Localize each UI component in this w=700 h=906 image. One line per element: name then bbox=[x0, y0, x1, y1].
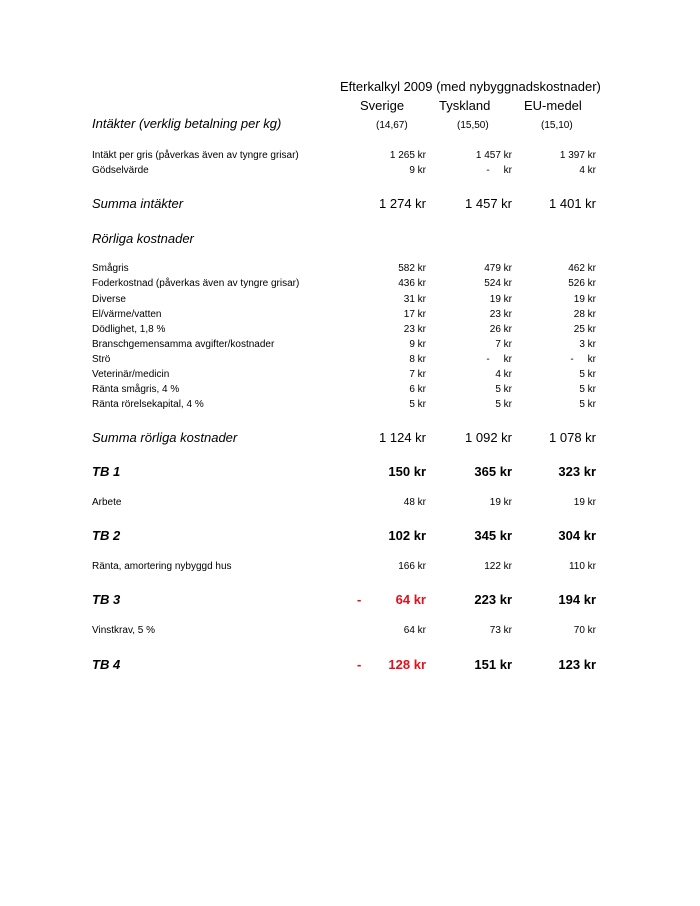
row-value: 7 kr bbox=[495, 339, 512, 350]
tb-value-negative: 128 kr bbox=[388, 657, 426, 672]
sum-value: 1 078 kr bbox=[549, 430, 596, 445]
row-value: 526 kr bbox=[568, 278, 596, 289]
tb-value: 223 kr bbox=[474, 592, 512, 607]
row-value: 7 kr bbox=[409, 369, 426, 380]
row-label: Vinstkrav, 5 % bbox=[92, 625, 155, 636]
row-value: 4 kr bbox=[579, 165, 596, 176]
sum-value: 1 401 kr bbox=[549, 196, 596, 211]
row-value: 582 kr bbox=[398, 263, 426, 274]
revenue-sum-label: Summa intäkter bbox=[92, 196, 184, 211]
row-label: Strö bbox=[92, 354, 111, 365]
row-value-empty: - kr bbox=[486, 354, 512, 365]
tb4-label: TB 4 bbox=[92, 657, 121, 672]
tb-value: 150 kr bbox=[388, 464, 426, 479]
row-value: 5 kr bbox=[579, 399, 596, 410]
row-value: 23 kr bbox=[489, 309, 512, 320]
row-value: 25 kr bbox=[573, 324, 596, 335]
tb1-label: TB 1 bbox=[92, 464, 121, 479]
row-value: 436 kr bbox=[398, 278, 426, 289]
row-value: 4 kr bbox=[495, 369, 512, 380]
row-value: 48 kr bbox=[403, 497, 426, 508]
row-value-empty: - kr bbox=[570, 354, 596, 365]
row-value: 462 kr bbox=[568, 263, 596, 274]
sum-value: 1 274 kr bbox=[379, 196, 426, 211]
row-value: 9 kr bbox=[409, 165, 426, 176]
row-value: 23 kr bbox=[403, 324, 426, 335]
column-header-eu-medel: EU-medel bbox=[524, 98, 582, 113]
row-value: 1 397 kr bbox=[559, 150, 596, 161]
negative-sign: - bbox=[357, 657, 362, 672]
report-title: Efterkalkyl 2009 (med nybyggnadskostnader) bbox=[340, 79, 601, 94]
price-tyskland: (15,50) bbox=[457, 120, 489, 131]
tb-value: 345 kr bbox=[474, 528, 512, 543]
row-value: 5 kr bbox=[495, 384, 512, 395]
row-value: 5 kr bbox=[409, 399, 426, 410]
variable-costs-heading: Rörliga kostnader bbox=[92, 231, 194, 246]
tb3-label: TB 3 bbox=[92, 592, 121, 607]
tb-value: 365 kr bbox=[474, 464, 512, 479]
row-value: 64 kr bbox=[403, 625, 426, 636]
tb-value: 102 kr bbox=[388, 528, 426, 543]
row-label: El/värme/vatten bbox=[92, 309, 162, 320]
tb-value: 151 kr bbox=[474, 657, 512, 672]
row-label: Veterinär/medicin bbox=[92, 369, 170, 380]
row-value: 73 kr bbox=[489, 625, 512, 636]
row-value: 5 kr bbox=[579, 384, 596, 395]
tb-value: 323 kr bbox=[558, 464, 596, 479]
row-value: 31 kr bbox=[403, 294, 426, 305]
revenue-heading: Intäkter (verklig betalning per kg) bbox=[92, 116, 282, 131]
row-value: 19 kr bbox=[573, 497, 596, 508]
row-value: 9 kr bbox=[409, 339, 426, 350]
row-value: 524 kr bbox=[484, 278, 512, 289]
row-label: Ränta rörelsekapital, 4 % bbox=[92, 399, 204, 410]
variable-sum-label: Summa rörliga kostnader bbox=[92, 430, 238, 445]
column-header-sverige: Sverige bbox=[360, 98, 405, 113]
row-value: 5 kr bbox=[579, 369, 596, 380]
row-label: Diverse bbox=[92, 294, 126, 305]
column-header-tyskland: Tyskland bbox=[439, 98, 491, 113]
row-value: 122 kr bbox=[484, 561, 512, 572]
row-value: 17 kr bbox=[403, 309, 426, 320]
negative-sign: - bbox=[357, 592, 362, 607]
tb-value-negative: 64 kr bbox=[395, 592, 426, 607]
row-value: 28 kr bbox=[573, 309, 596, 320]
row-label: Arbete bbox=[92, 497, 122, 508]
row-label: Foderkostnad (påverkas även av tyngre grisar) bbox=[92, 278, 300, 289]
row-value: 479 kr bbox=[484, 263, 512, 274]
row-label: Smågris bbox=[92, 263, 129, 274]
tb2-label: TB 2 bbox=[92, 528, 121, 543]
row-value: 70 kr bbox=[573, 625, 596, 636]
row-label: Dödlighet, 1,8 % bbox=[92, 324, 166, 335]
row-label: Ränta smågris, 4 % bbox=[92, 384, 180, 395]
row-value: 8 kr bbox=[409, 354, 426, 365]
sum-value: 1 457 kr bbox=[465, 196, 512, 211]
row-value: 110 kr bbox=[568, 561, 596, 572]
row-value: 5 kr bbox=[495, 399, 512, 410]
row-value: 1 457 kr bbox=[475, 150, 512, 161]
row-value-empty: - kr bbox=[486, 165, 512, 176]
row-label: Branschgemensamma avgifter/kostnader bbox=[92, 339, 275, 350]
tb-value: 123 kr bbox=[558, 657, 596, 672]
sum-value: 1 092 kr bbox=[465, 430, 512, 445]
row-value: 26 kr bbox=[489, 324, 512, 335]
row-label: Ränta, amortering nybyggd hus bbox=[92, 561, 232, 572]
row-label: Intäkt per gris (påverkas även av tyngre grisar) bbox=[92, 150, 299, 161]
row-value: 19 kr bbox=[573, 294, 596, 305]
tb-value: 304 kr bbox=[558, 528, 596, 543]
row-value: 19 kr bbox=[489, 497, 512, 508]
price-eu-medel: (15,10) bbox=[541, 120, 573, 131]
sum-value: 1 124 kr bbox=[379, 430, 426, 445]
row-value: 1 265 kr bbox=[389, 150, 426, 161]
price-sverige: (14,67) bbox=[376, 120, 408, 131]
row-value: 6 kr bbox=[409, 384, 426, 395]
row-value: 3 kr bbox=[579, 339, 596, 350]
row-value: 19 kr bbox=[489, 294, 512, 305]
row-label: Gödselvärde bbox=[92, 165, 149, 176]
row-value: 166 kr bbox=[398, 561, 426, 572]
tb-value: 194 kr bbox=[558, 592, 596, 607]
